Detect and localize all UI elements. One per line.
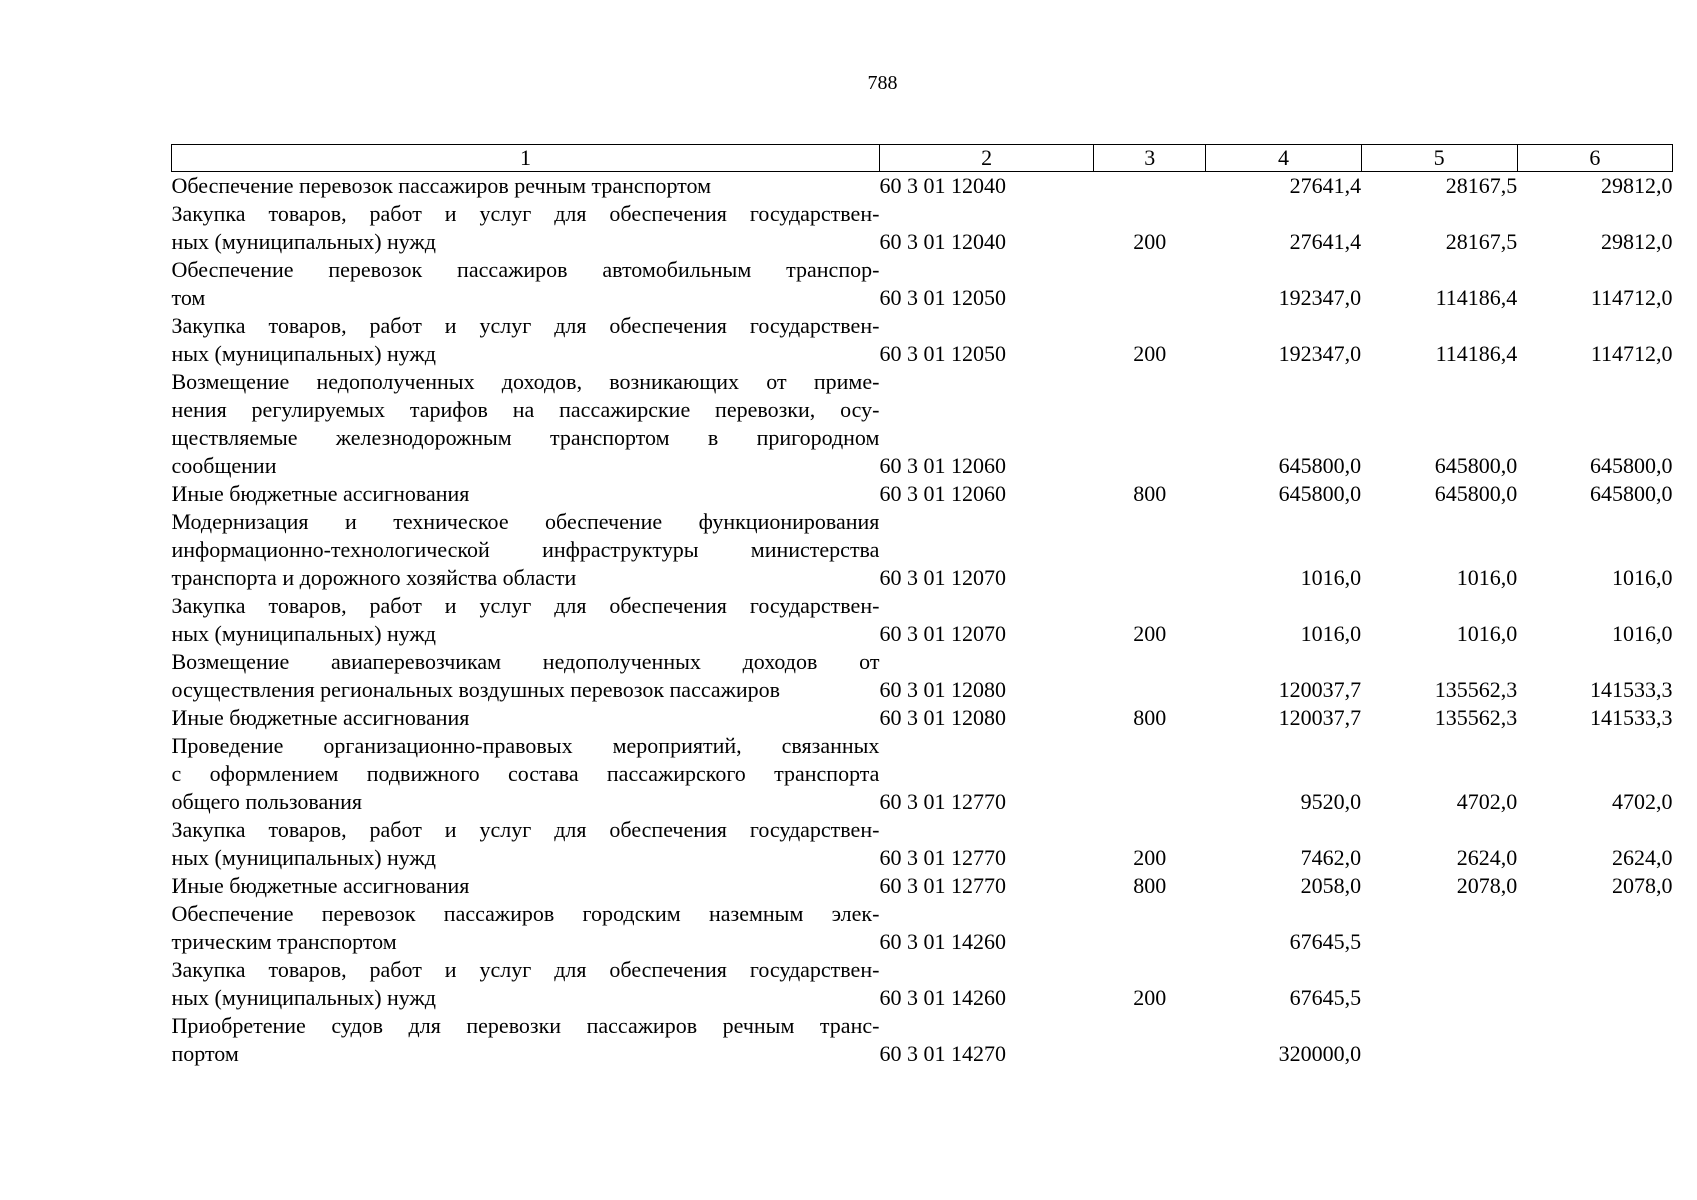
- amount-col6: 4702,0: [1612, 789, 1673, 814]
- table-row: [172, 956, 1673, 1012]
- expense-type: [1094, 648, 1206, 704]
- target-article-code: 60 3 01 12050: [879, 285, 1006, 310]
- expense-type: [1094, 732, 1206, 816]
- amount-col6: 141533,3: [1590, 677, 1673, 702]
- amount-col6: [1517, 956, 1672, 1012]
- expense-type: 200: [1133, 845, 1167, 870]
- amount-col4: 645800,0: [1278, 481, 1362, 506]
- description-line: Возмещение недополученных доходов, возникающих от приме-: [171, 369, 880, 394]
- amount-col6: [1517, 1012, 1672, 1068]
- budget-table: [171, 144, 1673, 1068]
- table-row: [172, 172, 1673, 201]
- row-description: [172, 732, 880, 816]
- description-line: Модернизация и техническое обеспечение функционирования: [171, 509, 880, 534]
- description-line: Обеспечение перевозок пассажиров автомобильным транспор-: [171, 257, 880, 282]
- description-line: Приобретение судов для перевозки пассажиров речным транс-: [171, 1013, 880, 1038]
- description-line: Проведение организационно-правовых мероприятий, связанных: [171, 733, 880, 758]
- table-row: [172, 872, 1673, 900]
- target-article-code: 60 3 01 14260: [879, 929, 1006, 954]
- expense-type: [1094, 256, 1206, 312]
- amount-col4: 2058,0: [1300, 873, 1362, 898]
- amount-col5: 114186,4: [1435, 341, 1518, 366]
- description-line: портом: [171, 1041, 239, 1066]
- expense-type: [1094, 900, 1206, 956]
- expense-type: 200: [1133, 985, 1167, 1010]
- amount-col6: 2078,0: [1612, 873, 1673, 898]
- amount-col4: 120037,7: [1278, 705, 1362, 730]
- amount-col5: 2624,0: [1456, 845, 1518, 870]
- description-line: ществляемые железнодорожным транспортом в пригородном: [171, 425, 880, 450]
- description-line: ных (муниципальных) нужд: [171, 341, 436, 366]
- description-line: том: [171, 285, 206, 310]
- table-row: [172, 900, 1673, 956]
- row-description: [172, 256, 880, 312]
- amount-col6: 114712,0: [1590, 285, 1673, 310]
- amount-col6: 1016,0: [1612, 621, 1673, 646]
- amount-col6: 29812,0: [1601, 173, 1673, 198]
- table-row: [172, 816, 1673, 872]
- expense-type: [1094, 368, 1206, 480]
- amount-col4: 192347,0: [1278, 285, 1362, 310]
- target-article-code: 60 3 01 14270: [879, 1041, 1006, 1066]
- amount-col6: 2624,0: [1612, 845, 1673, 870]
- target-article-code: 60 3 01 12070: [879, 565, 1006, 590]
- row-description: [172, 648, 880, 704]
- description-line: Закупка товаров, работ и услуг для обеспечения государствен-: [171, 201, 880, 226]
- amount-col5: [1361, 956, 1517, 1012]
- amount-col5: 2078,0: [1456, 873, 1518, 898]
- target-article-code: 60 3 01 12040: [879, 229, 1006, 254]
- target-article-code: 60 3 01 12060: [879, 481, 1006, 506]
- description-line: ных (муниципальных) нужд: [171, 229, 436, 254]
- table-row: [172, 480, 1673, 508]
- description-line: Закупка товаров, работ и услуг для обеспечения государствен-: [171, 313, 880, 338]
- amount-col5: 114186,4: [1435, 285, 1518, 310]
- table-row: [172, 368, 1673, 480]
- description-line: Иные бюджетные ассигнования: [171, 481, 470, 506]
- table-row: [172, 648, 1673, 704]
- expense-type: 800: [1133, 873, 1167, 898]
- target-article-code: 60 3 01 12770: [879, 789, 1006, 814]
- target-article-code: 60 3 01 12770: [879, 845, 1006, 870]
- table-row: [172, 256, 1673, 312]
- amount-col4: 67645,5: [1289, 929, 1362, 954]
- expense-type: 200: [1133, 621, 1167, 646]
- table-row: [172, 200, 1673, 256]
- target-article-code: 60 3 01 12770: [879, 873, 1006, 898]
- description-line: Закупка товаров, работ и услуг для обеспечения государствен-: [171, 957, 880, 982]
- amount-col5: 4702,0: [1456, 789, 1518, 814]
- amount-col6: [1517, 900, 1672, 956]
- amount-col4: 1016,0: [1300, 621, 1362, 646]
- amount-col4: 27641,4: [1289, 173, 1362, 198]
- target-article-code: 60 3 01 12060: [879, 453, 1006, 478]
- row-description: [172, 900, 880, 956]
- table-row: [172, 732, 1673, 816]
- description-line: Обеспечение перевозок пассажиров речным транспортом: [171, 173, 712, 198]
- table-header-row: [172, 145, 1673, 172]
- description-line: нения регулируемых тарифов на пассажирские перевозки, осу-: [171, 397, 880, 422]
- target-article-code: 60 3 01 12040: [879, 173, 1006, 198]
- description-line: Возмещение авиаперевозчикам недополученных доходов от: [171, 649, 880, 674]
- amount-col4: 67645,5: [1289, 985, 1362, 1010]
- description-line: осуществления региональных воздушных перевозок пассажиров: [171, 677, 780, 702]
- description-line: информационно-технологической инфраструктуры министерства: [171, 537, 880, 562]
- target-article-code: 60 3 01 12080: [879, 677, 1006, 702]
- description-line: Закупка товаров, работ и услуг для обеспечения государствен-: [171, 593, 880, 618]
- amount-col4: 1016,0: [1300, 565, 1362, 590]
- row-description: [172, 1012, 880, 1068]
- column-header: 6: [1517, 145, 1672, 172]
- amount-col4: 27641,4: [1289, 229, 1362, 254]
- column-header: 4: [1206, 145, 1361, 172]
- table-row: [172, 508, 1673, 592]
- amount-col6: 645800,0: [1590, 481, 1673, 506]
- target-article-code: 60 3 01 14260: [879, 985, 1006, 1010]
- target-article-code: 60 3 01 12080: [879, 705, 1006, 730]
- amount-col4: 7462,0: [1300, 845, 1362, 870]
- amount-col5: 135562,3: [1434, 677, 1518, 702]
- row-description: [172, 200, 880, 256]
- amount-col4: 192347,0: [1278, 341, 1362, 366]
- description-line: трическим транспортом: [171, 929, 397, 954]
- amount-col5: 645800,0: [1434, 453, 1518, 478]
- table-row: [172, 592, 1673, 648]
- row-description: [172, 172, 880, 201]
- table-row: [172, 312, 1673, 368]
- amount-col6: 141533,3: [1590, 705, 1673, 730]
- amount-col5: 1016,0: [1456, 565, 1518, 590]
- expense-type: [1094, 508, 1206, 592]
- amount-col6: 645800,0: [1590, 453, 1673, 478]
- expense-type: 800: [1133, 481, 1167, 506]
- column-header: 3: [1094, 145, 1206, 172]
- amount-col5: 645800,0: [1434, 481, 1518, 506]
- amount-col6: 114712,0: [1590, 341, 1673, 366]
- amount-col5: 28167,5: [1445, 229, 1518, 254]
- description-line: Иные бюджетные ассигнования: [171, 705, 470, 730]
- row-description: [172, 704, 880, 732]
- amount-col5: 1016,0: [1456, 621, 1518, 646]
- description-line: ных (муниципальных) нужд: [171, 845, 436, 870]
- target-article-code: 60 3 01 12070: [879, 621, 1006, 646]
- row-description: [172, 872, 880, 900]
- row-description: [172, 956, 880, 1012]
- description-line: сообщении: [171, 453, 277, 478]
- description-line: общего пользования: [171, 789, 362, 814]
- amount-col4: 645800,0: [1278, 453, 1362, 478]
- page-number: 788: [867, 72, 898, 94]
- amount-col5: 135562,3: [1434, 705, 1518, 730]
- row-description: [172, 368, 880, 480]
- table-row: [172, 1012, 1673, 1068]
- description-line: ных (муниципальных) нужд: [171, 985, 436, 1010]
- amount-col4: 120037,7: [1278, 677, 1362, 702]
- row-description: [172, 508, 880, 592]
- amount-col5: 28167,5: [1445, 173, 1518, 198]
- target-article-code: 60 3 01 12050: [879, 341, 1006, 366]
- amount-col6: 29812,0: [1601, 229, 1673, 254]
- column-header: 5: [1361, 145, 1517, 172]
- row-description: [172, 480, 880, 508]
- table-row: [172, 704, 1673, 732]
- column-header: 2: [879, 145, 1093, 172]
- amount-col4: 9520,0: [1300, 789, 1362, 814]
- description-line: ных (муниципальных) нужд: [171, 621, 436, 646]
- row-description: [172, 816, 880, 872]
- amount-col5: [1361, 1012, 1517, 1068]
- expense-type: [1094, 172, 1206, 201]
- expense-type: [1094, 1012, 1206, 1068]
- amount-col6: 1016,0: [1612, 565, 1673, 590]
- column-header: 1: [172, 145, 880, 172]
- row-description: [172, 592, 880, 648]
- description-line: транспорта и дорожного хозяйства области: [171, 565, 577, 590]
- description-line: Иные бюджетные ассигнования: [171, 873, 470, 898]
- expense-type: 200: [1133, 229, 1167, 254]
- description-line: Обеспечение перевозок пассажиров городским наземным элек-: [171, 901, 880, 926]
- table-body: [172, 172, 1673, 1069]
- description-line: Закупка товаров, работ и услуг для обеспечения государствен-: [171, 817, 880, 842]
- description-line: с оформлением подвижного состава пассажирского транспорта: [171, 761, 880, 786]
- expense-type: 200: [1133, 341, 1167, 366]
- expense-type: 800: [1133, 705, 1167, 730]
- amount-col5: [1361, 900, 1517, 956]
- amount-col4: 320000,0: [1278, 1041, 1362, 1066]
- row-description: [172, 312, 880, 368]
